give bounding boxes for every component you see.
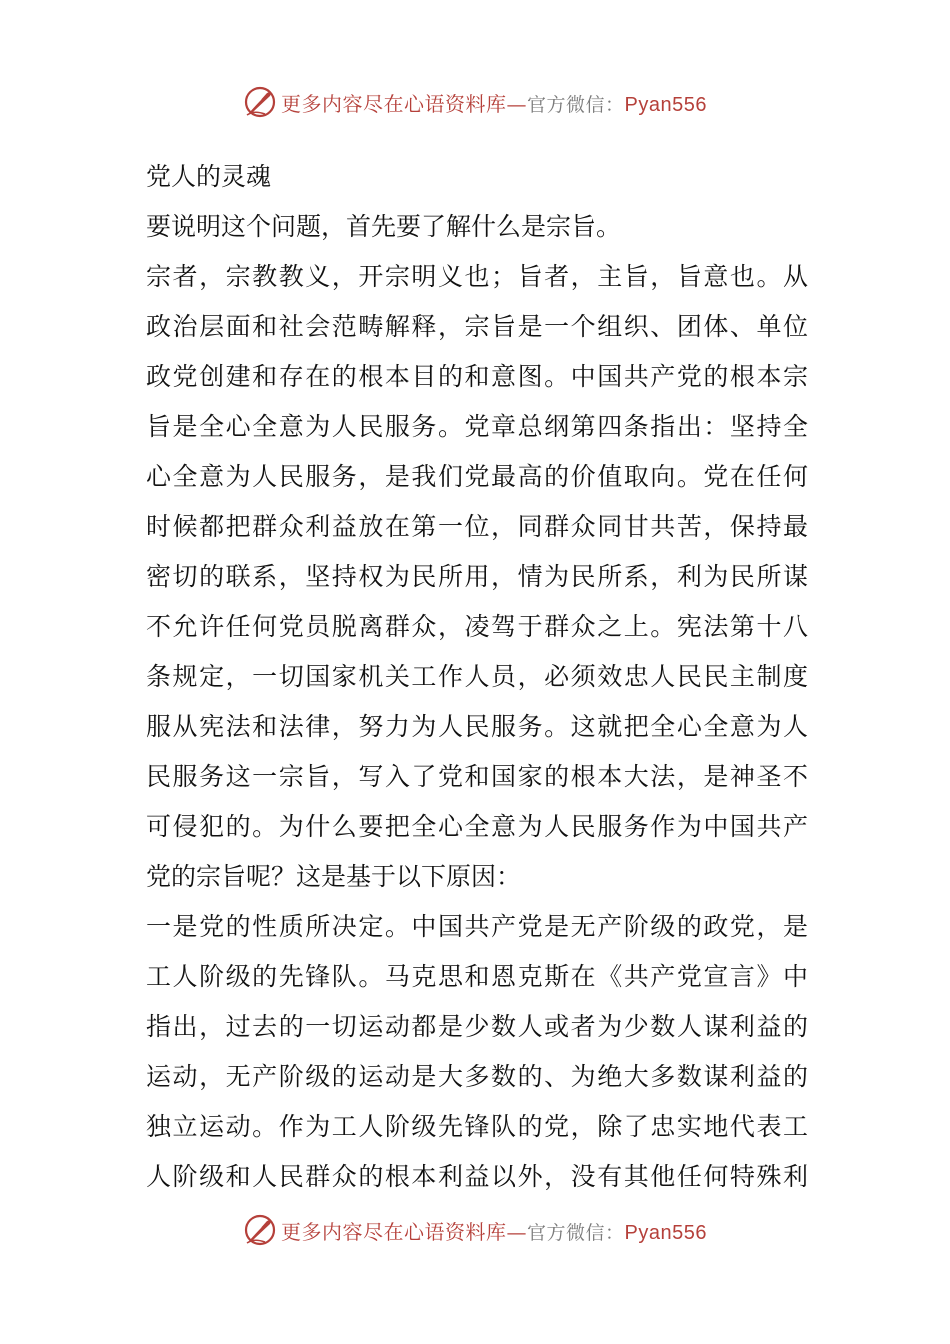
document-text-line: 民服务这一宗旨，写入了党和国家的根本大法，是神圣不 — [146, 762, 808, 791]
document-text-line: 独立运动。作为工人阶级先锋队的党，除了忠实地代表工 — [146, 1112, 808, 1141]
document-text-line: 政治层面和社会范畴解释，宗旨是一个组织、团体、单位 — [146, 312, 808, 341]
header-banner-text — [281, 88, 707, 117]
header-banner-main: 更多内容尽在心语资料库 — [281, 91, 507, 116]
document-heading-line: 党人的灵魂 — [146, 162, 272, 191]
header-watermark-banner — [0, 82, 950, 122]
document-text-line: 人阶级和人民群众的根本利益以外，没有其他任何特殊利 — [146, 1162, 808, 1191]
document-text-line: 可侵犯的。为什么要把全心全意为人民服务作为中国共产 — [146, 812, 808, 841]
quill-logo-icon — [243, 1213, 277, 1247]
document-text-line: 党的宗旨呢？这是基于以下原因： — [146, 862, 522, 891]
header-banner-official: 官方微信： — [527, 93, 625, 116]
document-text-line: 条规定，一切国家机关工作人员，必须效忠人民民主制度 — [146, 662, 808, 691]
document-text-line: 运动，无产阶级的运动是大多数的、为绝大多数谋利益的 — [146, 1062, 808, 1091]
document-text-line: 密切的联系，坚持权为民所用，情为民所系，利为民所谋 — [146, 562, 808, 591]
document-text-line: 宗者，宗教教义，开宗明义也；旨者，主旨，旨意也。从 — [146, 262, 808, 291]
footer-banner-dash: — — [506, 1219, 527, 1244]
document-text-line: 一是党的性质所决定。中国共产党是无产阶级的政党，是 — [146, 912, 808, 941]
header-banner-dash: — — [506, 91, 527, 116]
document-text-line: 政党创建和存在的根本目的和意图。中国共产党的根本宗 — [146, 362, 808, 391]
footer-banner-main: 更多内容尽在心语资料库 — [281, 1219, 507, 1244]
document-text-line: 指出，过去的一切运动都是少数人或者为少数人谋利益的 — [146, 1012, 808, 1041]
document-body — [146, 152, 808, 1202]
document-text-line: 不允许任何党员脱离群众，凌驾于群众之上。宪法第十八 — [146, 612, 808, 641]
footer-banner-wechat: Pyan556 — [624, 1221, 707, 1244]
document-text-line: 服从宪法和法律，努力为人民服务。这就把全心全意为人 — [146, 712, 808, 741]
footer-watermark-banner — [0, 1210, 950, 1250]
document-text-line: 心全意为人民服务，是我们党最高的价值取向。党在任何 — [146, 462, 808, 491]
document-text-line: 工人阶级的先锋队。马克思和恩克斯在《共产党宣言》中 — [146, 962, 808, 991]
document-text-line: 旨是全心全意为人民服务。党章总纲第四条指出：坚持全 — [146, 412, 808, 441]
document-text-line: 时候都把群众利益放在第一位，同群众同甘共苦，保持最 — [146, 512, 808, 541]
document-text-line: 要说明这个问题，首先要了解什么是宗旨。 — [146, 212, 622, 241]
quill-logo-icon — [243, 85, 277, 119]
footer-banner-text — [281, 1216, 707, 1245]
footer-banner-official: 官方微信： — [527, 1221, 625, 1244]
header-banner-wechat: Pyan556 — [624, 93, 707, 116]
